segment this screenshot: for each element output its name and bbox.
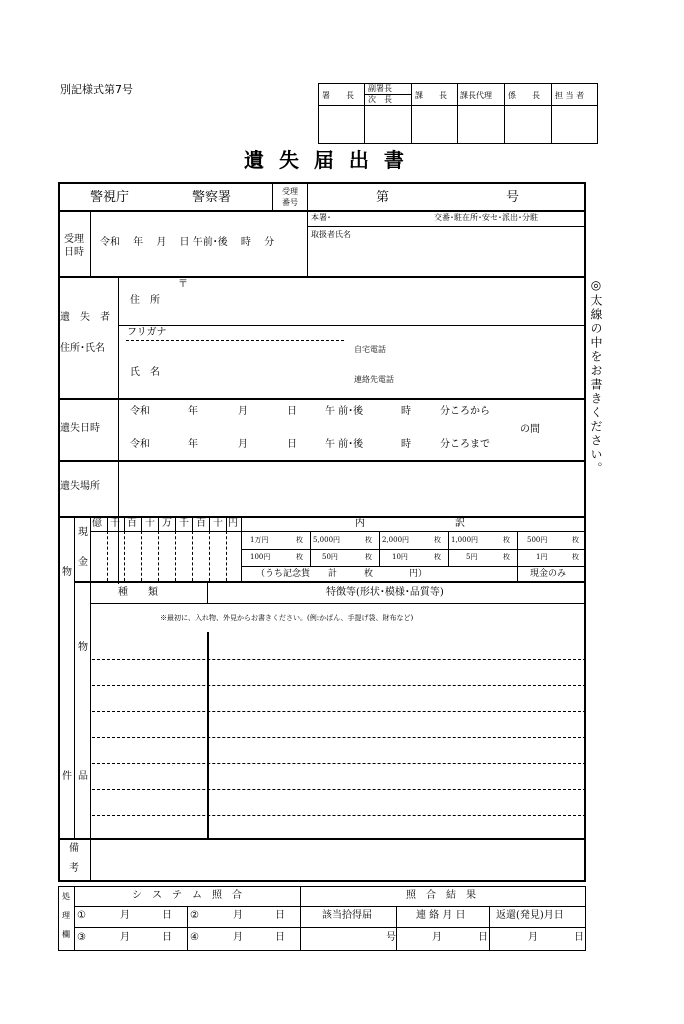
- loss-date-label: 遺失日時: [60, 423, 100, 434]
- items-hin-label: 品: [78, 771, 88, 782]
- form-frame: [58, 182, 586, 882]
- receipt-time-value[interactable]: 令和 年 月 日 午前･後 時 分: [100, 237, 275, 248]
- approval-cell-officer: 担 当 者: [555, 91, 585, 100]
- approval-cell-deputy-section: 課長代理: [460, 91, 492, 100]
- item-feature-header: 特徴等(形状･模様･品質等): [326, 587, 444, 598]
- commemorative-coin-note: （うち記念貨 計 枚 円）: [256, 569, 428, 579]
- receipt-num-label: 受理番号: [282, 187, 298, 207]
- furigana-label: フリガナ: [127, 327, 167, 338]
- receipt-dai: 第: [376, 190, 390, 205]
- approval-cell-vice: 次 長: [368, 95, 392, 104]
- processing-label-3: 欄: [62, 930, 70, 939]
- station-name: 警察署: [192, 190, 232, 205]
- remarks-label-1: 備: [69, 843, 79, 854]
- address-label: 住 所: [130, 295, 160, 306]
- items-ken-label: 件: [62, 771, 72, 782]
- items-mono-label: 物: [78, 642, 88, 653]
- dept-label: 本署･: [311, 213, 331, 222]
- cash-mono-label: 物: [62, 567, 72, 578]
- reporter-label-1: 遺 失 者: [60, 312, 110, 323]
- processing-label-2: 理: [62, 911, 70, 920]
- home-tel-label: 自宅電話: [354, 345, 386, 354]
- cash-label-1: 現: [78, 527, 88, 538]
- agency-name: 警視庁: [90, 190, 130, 205]
- processing-label-1: 処: [62, 892, 70, 901]
- postal-mark: 〒: [178, 279, 188, 290]
- name-label: 氏 名: [130, 367, 160, 378]
- receipt-go: 号: [506, 190, 520, 205]
- check-result-header: 照 合 結 果: [406, 890, 476, 901]
- approval-cell-chief: 署 長: [322, 91, 354, 100]
- system-check-header: シ ス テ ム 照 合: [132, 890, 242, 901]
- approval-cell-deputy: 副署長: [368, 84, 392, 93]
- item-instruction-note: ※最初に、入れ物、外見からお書きください。(例:かばん、手提げ袋、財布など): [160, 614, 414, 622]
- cash-label-2: 金: [78, 557, 88, 568]
- side-note: ◎太線の中をお書きください。: [589, 278, 603, 476]
- loss-date-between: の間: [520, 424, 540, 435]
- form-id: 別記様式第7号: [60, 83, 133, 96]
- contact-tel-label: 連絡先電話: [354, 375, 394, 384]
- cash-only-label: 現金のみ: [530, 569, 567, 579]
- reporter-label-2: 住所･氏名: [60, 343, 105, 354]
- approval-cell-chief-clerk: 係 長: [508, 91, 540, 100]
- page-title: 遺 失 届 出 書: [244, 148, 408, 172]
- remarks-label-2: 考: [69, 863, 79, 874]
- handler-label: 取扱者氏名: [311, 230, 351, 239]
- item-type-header: 種 類: [118, 587, 158, 598]
- loss-place-label: 遺失場所: [60, 481, 100, 492]
- approval-cell-section: 課 長: [415, 91, 447, 100]
- cash-breakdown-title: 内 訳: [355, 518, 465, 529]
- branches-label: 交番･駐在所･安セ･派出･分駐: [434, 213, 538, 222]
- receipt-time-label: 受理日時: [64, 234, 84, 258]
